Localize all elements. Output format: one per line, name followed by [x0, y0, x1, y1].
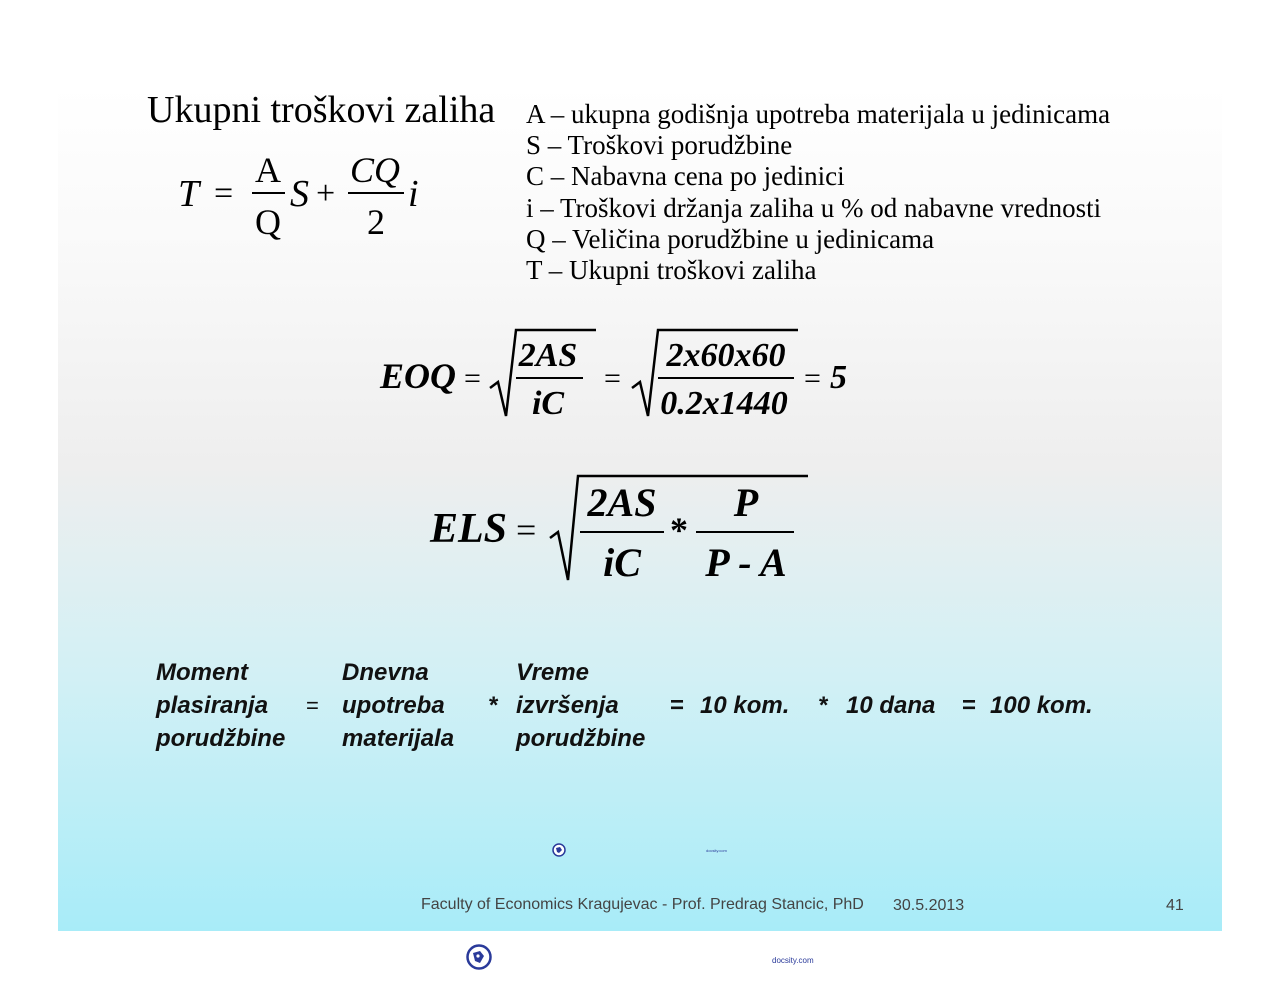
- formula-total-svg: [170, 148, 440, 248]
- calc-col2-line2: upotreba: [342, 692, 445, 719]
- calc-value-lead-time: 10 dana: [846, 692, 936, 719]
- calc-col2-line1: Dnevna: [342, 659, 429, 686]
- definition-c: C – Nabavna cena po jedinici: [526, 161, 845, 192]
- formula-els: [428, 468, 818, 588]
- formula-t-mult2: i: [408, 173, 419, 215]
- els-den1: iC: [603, 540, 641, 585]
- els-num2: P: [733, 480, 759, 525]
- formula-total-cost: [170, 148, 440, 248]
- calc-col1-line2: plasiranja: [156, 692, 269, 719]
- definition-t: T – Ukupni troškovi zaliha: [526, 255, 817, 286]
- formula-t-eq: =: [214, 175, 234, 212]
- calc-col3-line3: porudžbine: [516, 725, 646, 752]
- definition-s: S – Troškovi porudžbine: [526, 130, 793, 161]
- formula-t-frac1-den: Q: [255, 202, 281, 242]
- formula-t-frac1-num: A: [255, 150, 281, 190]
- definitions-list: [526, 99, 1110, 286]
- docsity-logo-icon-small: [552, 843, 566, 857]
- calc-result: 100 kom.: [990, 692, 1093, 719]
- els-eq: =: [516, 510, 537, 550]
- footer-date: 30.5.2013: [893, 897, 965, 914]
- calc-col1-line1: Moment: [156, 659, 248, 686]
- formula-t-frac2-num: CQ: [349, 150, 401, 190]
- docsity-logo-icon: [466, 944, 492, 970]
- calc-col2-line3: materijala: [342, 725, 455, 752]
- calc-value-daily-usage: 10 kom.: [700, 692, 790, 719]
- slide-watermark-text: docsity.com: [706, 848, 727, 853]
- definition-a: A – ukupna godišnja upotreba materijala u jedinicama: [526, 99, 1111, 129]
- eoq-den2: 0.2x1440: [660, 385, 788, 422]
- formula-t-plus: +: [316, 175, 336, 212]
- calc-op-equals-2: =: [670, 692, 685, 719]
- formula-els-svg: [428, 468, 818, 588]
- formula-t-frac2-den: 2: [367, 202, 385, 242]
- formula-t-lhs: T: [178, 173, 200, 215]
- footer-text: Faculty of Economics Kragujevac - Prof. Predrag Stancic, PhD: [421, 896, 864, 913]
- els-den2: P - A: [705, 540, 787, 585]
- formula-t-mult1: S: [290, 173, 309, 215]
- footer-page-number: 41: [1166, 897, 1184, 914]
- els-num1: 2AS: [587, 480, 657, 525]
- formula-eoq-svg: [378, 322, 858, 422]
- formula-eoq: [378, 322, 858, 422]
- eoq-lhs: EOQ: [380, 356, 457, 396]
- calc-col1-line3: porudžbine: [156, 725, 286, 752]
- calc-col3-line2: izvršenja: [516, 692, 619, 719]
- eoq-eq2: =: [604, 362, 621, 395]
- slide-title: Ukupni troškovi zaliha: [147, 89, 496, 131]
- definition-i: i – Troškovi držanja zaliha u % od nabavne vrednosti: [526, 192, 1102, 223]
- eoq-num1: 2AS: [518, 337, 578, 374]
- els-times: *: [670, 510, 688, 550]
- els-lhs: ELS: [430, 506, 508, 552]
- calc-op-times-1: *: [488, 692, 498, 719]
- definition-q: Q – Veličina porudžbine u jedinicama: [526, 223, 935, 254]
- eoq-eq1: =: [464, 362, 481, 395]
- page-watermark-text: docsity.com: [772, 956, 814, 965]
- eoq-result: 5: [830, 359, 847, 396]
- calc-op-equals-1: =: [306, 693, 319, 718]
- eoq-eq3: =: [804, 362, 821, 395]
- calc-col3-line1: Vreme: [516, 659, 589, 686]
- eoq-den1: iC: [531, 385, 565, 422]
- calc-op-times-2: *: [818, 692, 828, 719]
- calc-op-equals-3: =: [962, 692, 977, 719]
- eoq-num2: 2x60x60: [666, 337, 786, 374]
